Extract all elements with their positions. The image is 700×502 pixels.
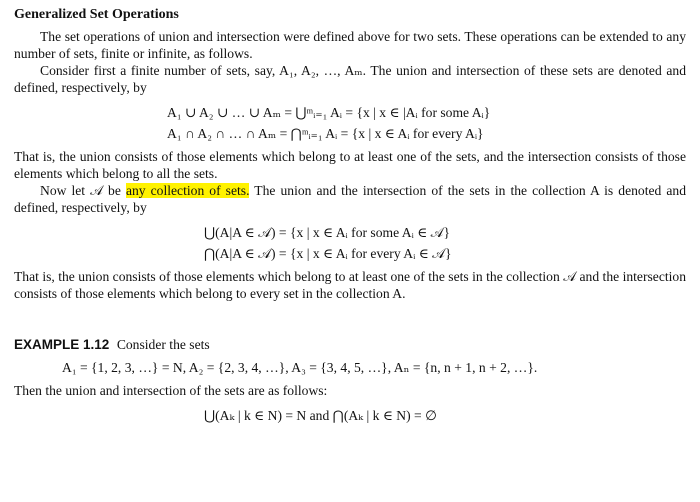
equation-block-sets [14, 357, 686, 378]
paragraph-explanation-collection: That is, the union consists of those elements which belong to at least one of the sets in the collection 𝒜 and the intersection consists of those elements which belong to every set in the collection A. [14, 269, 686, 301]
paragraph-result-intro: Then the union and intersection of the sets are as follows: [14, 383, 328, 398]
equation-union-collection: ⋃(A|A ∈ 𝒜) = {x | x ∈ Aᵢ for some Aᵢ ∈ 𝒜} [204, 225, 451, 240]
paragraph-finite-sets: Consider first a finite number of sets, say, A₁, A₂, …, Aₘ. The union and intersection of these sets are denoted and defined, respectively, by [14, 63, 686, 95]
collection-text-before: Now let 𝒜 be [40, 183, 126, 198]
example-intro: Consider the sets [116, 337, 210, 352]
equation-intersection-collection: ⋂(A|A ∈ 𝒜) = {x | x ∈ Aᵢ for every Aᵢ ∈ 𝒜} [204, 246, 452, 261]
document-page [14, 6, 686, 430]
equation-block-finite [14, 102, 686, 144]
paragraph-collection [14, 182, 686, 216]
example-label: EXAMPLE 1.12 [14, 337, 110, 352]
equation-block-collection [14, 222, 686, 264]
paragraph-intro: The set operations of union and intersection were defined above for two sets. These operations can be extended to any number of sets, finite or infinite, as follows. [14, 29, 686, 61]
equation-result: ⋃(Aₖ | k ∈ N) = N and ⋂(Aₖ | k ∈ N) = ∅ [204, 408, 437, 423]
example-header [14, 336, 686, 353]
highlighted-phrase: any collection of sets. [125, 183, 250, 198]
section-heading: Generalized Set Operations [14, 7, 179, 22]
paragraph-explanation-finite: That is, the union consists of those elements which belong to at least one of the sets, and the intersection consists of those elements which belong to all the sets. [14, 149, 686, 181]
collection-text-after: The union and the intersection of the sets in the collection A is denoted and defined, respectively, by [14, 183, 686, 215]
equation-union-finite: A₁ ∪ A₂ ∪ … ∪ Aₘ = ⋃ᵐᵢ₌₁ Aᵢ = {x | x ∈ |Aᵢ for some Aᵢ} [167, 105, 491, 120]
equation-intersection-finite: A₁ ∩ A₂ ∩ … ∩ Aₘ = ⋂ᵐᵢ₌₁ Aᵢ = {x | x ∈ Aᵢ for every Aᵢ} [167, 126, 484, 141]
equation-sets: A₁ = {1, 2, 3, …} = N, A₂ = {2, 3, 4, …}, A₃ = {3, 4, 5, …}, Aₙ = {n, n + 1, n + 2, …}. [62, 360, 538, 375]
equation-block-result [14, 405, 686, 426]
